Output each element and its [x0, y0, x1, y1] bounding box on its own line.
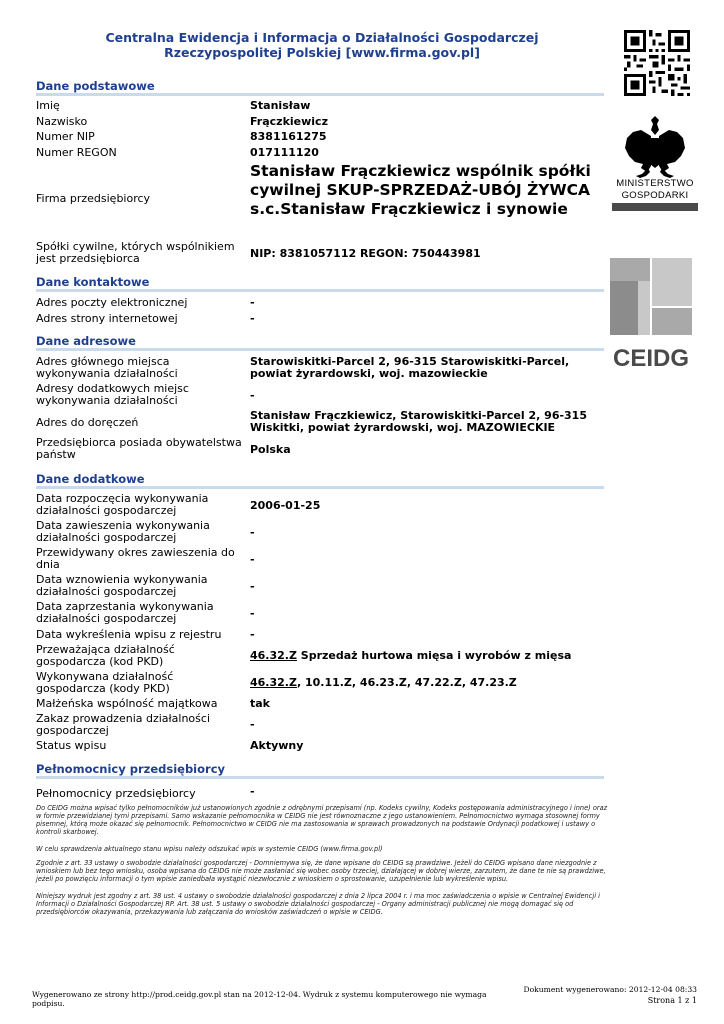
ministry-name-line2: GOSPODARKI — [621, 190, 689, 201]
note-art33: Zgodnie z art. 33 ustawy o swobodzie działalności gospodarczej - Domniemywa się, że dane wpisane do CEIDG są prawdziwe. Jeżeli do CEIDG wpisano dane niezgodnie z wnioskiem lub bez tego wniosku, osoba wpisana do CEIDG nie może zasłaniać się wobec osoby trzeciej, działającej w dobrej wierze, zarzutem, że dane te nie są prawdziwe, jeżeli po powzięciu informacji o tym wpisie zaniedbała wystąpić niezwłocznie z wnioskiem o sprostowanie, uzupełnienie lub wykreślenie wpisu. — [36, 859, 606, 883]
note-art38: Niniejszy wydruk jest zgodny z art. 38 ust. 4 ustawy o swobodzie działalności gospodarczej z dnia 2 lipca 2004 r. i ma moc zaświadczenia o wpisie w Centralnej Ewidencji i Informacji o Działalności Gospodarczej RP. Art. 38 ust. 5 ustawy o swobodzie działalności gospodarczej - Organy administracji publicznej nie mogą domagać się od przedsiębiorców okazywania, przekazywania lub załączania do wniosków zaświadczeń o wpisie w CEIDG. — [36, 892, 600, 916]
label-citizenship: Przedsiębiorca posiada obywatelstwa państw — [36, 436, 242, 461]
label-email: Adres poczty elektronicznej — [36, 296, 188, 309]
ceidg-logo — [610, 258, 692, 373]
value-main-address: Starowiskitki-Parcel 2, 96-315 Starowiskitki-Parcel, powiat żyrardowski, woj. mazowieckie — [250, 355, 570, 380]
value-company-name: Stanisław Frączkiewicz wspólnik spółki cywilnej SKUP-SPRZEDAŻ-UBÓJ ŻYWCA s.c.Stanisław Frączkiewicz i synowie — [250, 162, 591, 218]
value-additional-addresses: - — [250, 389, 255, 402]
section-title-contact: Dane kontaktowe — [36, 275, 604, 289]
label-suspension-date: Data zawieszenia wykonywania działalności gospodarczej — [36, 519, 210, 544]
label-suspension-period: Przewidywany okres zawieszenia do dnia — [36, 546, 235, 571]
section-title-proxies: Pełnomocnicy przedsiębiorcy — [36, 762, 604, 776]
value-resumption-date: - — [250, 580, 255, 593]
value-start-date: 2006-01-25 — [250, 499, 321, 512]
label-regon: Numer REGON — [36, 146, 117, 159]
document-header — [36, 30, 608, 60]
section-divider — [36, 93, 604, 96]
label-deletion-date: Data wykreślenia wpisu z rejestru — [36, 628, 222, 641]
value-performed-pkd — [250, 677, 600, 689]
label-resumption-date: Data wznowienia wykonywania działalności gospodarczej — [36, 573, 208, 598]
label-cessation-date: Data zaprzestania wykonywania działalności gospodarczej — [36, 600, 214, 625]
section-title-address: Dane adresowe — [36, 334, 604, 348]
value-deletion-date: - — [250, 628, 255, 641]
label-main-pkd: Przeważająca działalność gospodarcza (kod PKD) — [36, 643, 175, 668]
note-proxies: Do CEIDG można wpisać tylko pełnomocników już ustanowionych zgodnie z odrębnymi przepisami (np. Kodeks cywilny, Kodeks postępowania administracyjnego i inne) oraz w formie przewidzianej tymi przepisami. Samo wskazanie pełnomocnika w CEIDG nie jest równoznaczne z jego ustanowieniem. Pełnomocnictwo wymaga stosownej formy pisemnej, którą może okazać się pełnomocnik. Pełnomocnictwo w CEIDG nie ma zastosowania w sprawach prowadzonych na podstawie Ordynacji podatkowej i ustawy o kontroli skarbowej. — [36, 804, 608, 836]
header-title-line2: Rzeczypospolitej Polskiej [www.firma.gov.pl] — [164, 45, 480, 60]
label-start-date: Data rozpoczęcia wykonywania działalności gospodarczej — [36, 492, 209, 517]
section-divider — [36, 486, 604, 489]
label-performed-pkd: Wykonywana działalność gospodarcza (kody PKD) — [36, 670, 174, 695]
label-proxies: Pełnomocnicy przedsiębiorcy — [36, 787, 196, 800]
label-nip: Numer NIP — [36, 130, 95, 143]
ceidg-logo-text: CEIDG — [612, 345, 690, 372]
qr-code — [624, 30, 690, 96]
value-suspension-date: - — [250, 526, 255, 539]
value-website: - — [250, 312, 255, 325]
section-title-basic: Dane podstawowe — [36, 79, 604, 93]
label-company-name: Firma przedsiębiorcy — [36, 192, 151, 205]
value-nip: 8381161275 — [250, 130, 327, 143]
value-first-name: Stanisław — [250, 99, 311, 112]
label-additional-addresses: Adresy dodatkowych miejsc wykonywania działalności — [36, 382, 189, 407]
value-entry-status: Aktywny — [250, 739, 304, 752]
value-regon: 017111120 — [250, 146, 319, 159]
label-last-name: Nazwisko — [36, 115, 88, 128]
section-divider — [36, 289, 604, 292]
label-first-name: Imię — [36, 99, 60, 112]
footer-generated: Dokument wygenerowano: 2012-12-04 08:33 — [523, 985, 697, 994]
label-entry-status: Status wpisu — [36, 739, 107, 752]
pkd-code-link[interactable]: 46.32.Z — [250, 649, 297, 662]
value-delivery-address: Stanisław Frączkiewicz, Starowiskitki-Parcel 2, 96-315 Wiskitki, powiat żyrardowski, woj. MAZOWIECKIE — [250, 409, 587, 434]
value-main-pkd — [250, 650, 600, 662]
footer-page-number: Strona 1 z 1 — [647, 996, 697, 1005]
label-main-address: Adres głównego miejsca wykonywania działalności — [36, 355, 178, 380]
section-title-additional: Dane dodatkowe — [36, 472, 604, 486]
value-suspension-period: - — [250, 553, 255, 566]
footer-source: Wygenerowano ze strony http://prod.ceidg.gov.pl stan na 2012-12-04. Wydruk z systemu komputerowego nie wymaga podpisu. — [32, 990, 487, 1008]
label-partnerships: Spółki cywilne, których wspólnikiem jest przedsiębiorca — [36, 240, 235, 265]
value-proxies: - — [250, 785, 255, 798]
label-business-ban: Zakaz prowadzenia działalności gospodarczej — [36, 712, 210, 737]
section-divider — [36, 776, 604, 779]
ministry-eagle-logo — [610, 110, 700, 220]
value-last-name: Frączkiewicz — [250, 115, 328, 128]
value-email: - — [250, 296, 255, 309]
pkd-description: Sprzedaż hurtowa mięsa i wyrobów z mięsa — [296, 649, 572, 662]
header-title-line1: Centralna Ewidencja i Informacja o Działalności Gospodarczej — [105, 30, 539, 45]
pkd-codes-rest: , 10.11.Z, 46.23.Z, 47.22.Z, 47.23.Z — [296, 676, 517, 689]
value-citizenship: Polska — [250, 443, 291, 456]
label-delivery-address: Adres do doręczeń — [36, 416, 139, 429]
note-verify: W celu sprawdzenia aktualnego stanu wpisu należy odszukać wpis w systemie CEIDG (www.firma.gov.pl) — [36, 845, 383, 853]
value-business-ban: - — [250, 718, 255, 731]
value-cessation-date: - — [250, 607, 255, 620]
value-marital-property: tak — [250, 697, 270, 710]
ministry-name-line1: MINISTERSTWO — [616, 178, 694, 189]
section-divider — [36, 348, 604, 351]
pkd-code-link[interactable]: 46.32.Z — [250, 676, 297, 689]
label-marital-property: Małżeńska wspólność majątkowa — [36, 697, 218, 710]
value-partnerships: NIP: 8381057112 REGON: 750443981 — [250, 247, 481, 260]
label-website: Adres strony internetowej — [36, 312, 178, 325]
